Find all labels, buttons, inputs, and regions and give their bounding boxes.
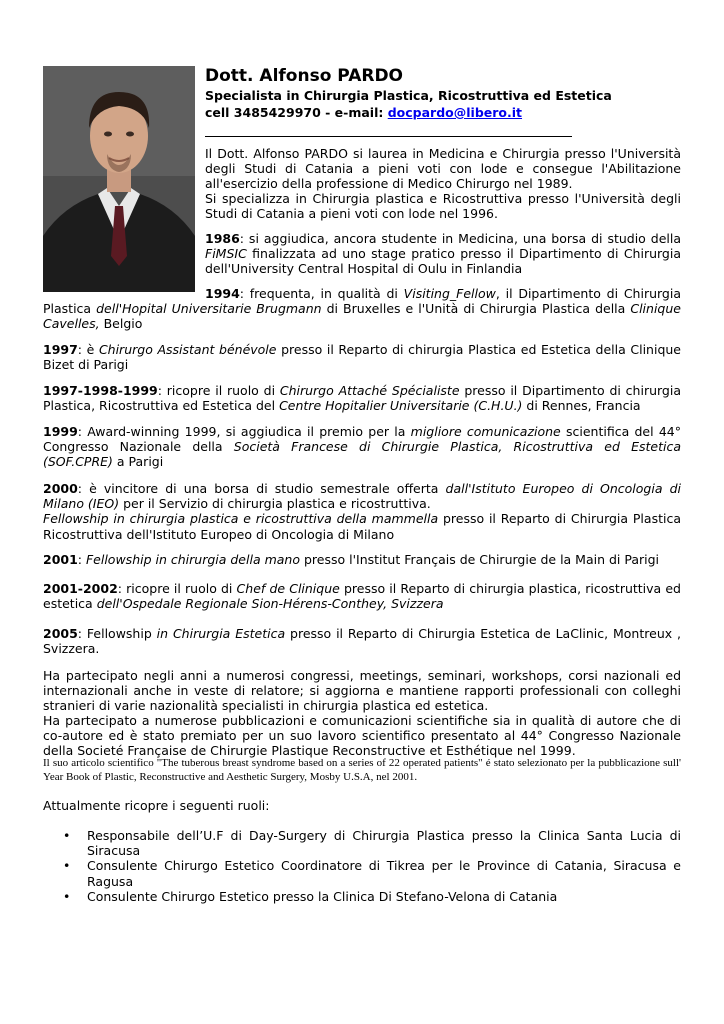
- entry-italic: Società Francese di Chirurgie Plastica, Ricostruttiva ed Estetica (SOF.CPRE): [43, 439, 681, 470]
- summary-congresses: Ha partecipato negli anni a numerosi congressi, meetings, seminari, workshops, corsi nazionali ed internazionali anche in veste di relatore; si aggiorna e mantiene rapporti professionali con colleghi stranieri di varie nazionalità specialisti in chirurgia plastica ed estetica.: [43, 668, 681, 714]
- entry-year: 1997: [43, 342, 78, 357]
- entry-italic: FiMSIC: [205, 246, 247, 262]
- entry-italic: Centre Hopitalier Universitarie (C.H.U.): [279, 398, 523, 414]
- bullet-icon: •: [63, 858, 71, 874]
- entry-year: 1997-1998-1999: [43, 383, 158, 398]
- entry-text: presso l'Institut Français de Chirurgie de la Main di Parigi: [300, 552, 660, 567]
- entry-2001: [43, 552, 681, 567]
- entry-text: scientifica del 44° Congresso Nazionale della: [43, 424, 681, 455]
- entry-italic: dell'Hopital Universitarie Brugmann: [96, 301, 322, 317]
- entry-text: di Bruxelles e l'Unità di Chirurgia Plastica della: [321, 301, 631, 317]
- intro-degree: Il Dott. Alfonso PARDO si laurea in Medicina e Chirurgia presso l'Università degli Studi di Catania a pieni voti con lode e consegue l'Abilitazione all'esercizio della professione di Medico Chirurgo nel 1989.: [205, 146, 681, 192]
- entry-text: a Parigi: [112, 454, 164, 470]
- list-item: [63, 888, 681, 904]
- entry-1994: [43, 286, 681, 332]
- entry-text: presso il Reparto di Chirurgia Estetica de LaClinic, Montreux , Svizzera.: [43, 626, 681, 657]
- entry-year: 2005: [43, 626, 78, 641]
- entry-text: : Award-winning 1999, si aggiudica il premio per la: [77, 424, 411, 439]
- entry-2000: [43, 481, 681, 542]
- entry-text: : ricopre il ruolo di: [117, 581, 237, 596]
- summary-publications: Ha partecipato a numerose pubblicazioni e comunicazioni scientifiche sia in qualità di autore che di co-autore ed è stato premiato per un suo lavoro scientifico presentato al 44° Congresso Nazionale della Societé Française de Chirurgie Plastique Reconstructive et Esthétique nel 1999.: [43, 713, 681, 759]
- list-item: [63, 828, 681, 859]
- list-item: [63, 858, 681, 889]
- entry-text: per il Servizio di chirurgia plastica e ricostruttiva.: [119, 496, 431, 512]
- entry-italic: in Chirurgia Estetica: [156, 626, 286, 641]
- entry-text: : si aggiudica, ancora studente in Medicina, una borsa di studio della: [239, 231, 681, 246]
- entry-1999: [43, 424, 681, 470]
- entry-text: presso il Reparto di Chirurgia Plastica Ricostruttiva dell'Istituto Europeo di Oncologia di Milano: [43, 511, 681, 542]
- specialty-line: Specialista in Chirurgia Plastica, Ricostruttiva ed Estetica: [205, 88, 612, 103]
- role-text: Responsabile dell’U.F di Day-Surgery di Chirurgia Plastica presso la Clinica Santa Lucia di Siracusa: [87, 828, 681, 859]
- entry-italic: Visiting_Fellow: [403, 286, 496, 301]
- portrait-photo: [43, 66, 195, 292]
- entry-text: presso il Reparto di chirurgia plastica, ricostruttiva ed estetica: [43, 581, 681, 612]
- bullet-icon: •: [63, 888, 71, 904]
- entry-italic: dell'Ospedale Regionale Sion-Hérens-Conthey, Svizzera: [96, 596, 444, 612]
- entry-italic: Chirurgo Assistant bénévole: [98, 342, 277, 357]
- bullet-icon: •: [63, 828, 71, 843]
- entry-year: 1999: [43, 424, 78, 439]
- summary-article-note: Il suo articolo scientifico "The tuberous breast syndrome based on a series of 22 operated patients" é stato selezionato per la pubblicazione sull' Year Book of Plastic, Reconstructive and Aesthetic Surgery, Mosby U.S.A, nel 2001.: [43, 757, 681, 783]
- entry-italic: dall'Istituto Europeo di Oncologia di Milano (IEO): [43, 481, 681, 512]
- contact-line: [205, 104, 681, 121]
- email-link[interactable]: docpardo@libero.it: [387, 105, 523, 120]
- entry-italic: Chirurgo Attaché Spécialiste: [279, 383, 460, 398]
- entry-year: 2001-2002: [43, 581, 118, 596]
- doctor-name: Dott. Alfonso PARDO: [205, 66, 404, 86]
- entry-text: Belgio: [99, 316, 143, 332]
- header-divider: [205, 136, 572, 137]
- entry-1986: [205, 231, 681, 277]
- entry-text: presso il Reparto di chirurgia Plastica ed Estetica della Clinique Bizet di Parigi: [43, 342, 681, 373]
- entry-2005: [43, 626, 681, 656]
- entry-year: 1986: [205, 231, 240, 246]
- contact-phone: cell 3485429970 - e-mail:: [205, 105, 388, 120]
- entry-year: 2000: [43, 481, 78, 496]
- entry-text: : è: [77, 342, 99, 357]
- roles-list: [43, 828, 681, 904]
- intro-specialization: Si specializza in Chirurgia plastica e Ricostruttiva presso l'Università degli Studi di Catania a pieni voti con lode nel 1996.: [205, 191, 681, 222]
- entry-text: : è vincitore di una borsa di studio semestrale offerta: [77, 481, 446, 496]
- entry-italic: Clinique Cavelles,: [43, 301, 681, 332]
- entry-text: :: [77, 552, 86, 567]
- entry-italic: Fellowship in chirurgia plastica e ricostruttiva della mammella: [43, 511, 439, 527]
- entry-text: : Fellowship: [77, 626, 157, 641]
- role-text: Consulente Chirurgo Estetico presso la Clinica Di Stefano-Velona di Catania: [87, 888, 558, 904]
- entry-2001-2002: [43, 581, 681, 611]
- entry-year: 2001: [43, 552, 78, 567]
- entry-italic: migliore comunicazione: [410, 424, 561, 439]
- entry-text: di Rennes, Francia: [522, 398, 641, 414]
- role-text: Consulente Chirurgo Estetico Coordinatore di Tikrea per le Province di Catania, Siracusa e Ragusa: [87, 858, 681, 889]
- entry-1997: [43, 342, 681, 372]
- entry-year: 1994: [205, 286, 240, 301]
- entry-text: : frequenta, in qualità di: [239, 286, 404, 301]
- entry-italic: Fellowship in chirurgia della mano: [85, 552, 300, 567]
- entry-text: , il Dipartimento di Chirurgia Plastica: [43, 286, 681, 317]
- header-block: [205, 66, 681, 137]
- entry-text: finalizzata ad uno stage pratico presso il Dipartimento di Chirurgia dell'University Central Hospital di Oulu in Finlandia: [205, 246, 681, 277]
- entry-text: : ricopre il ruolo di: [157, 383, 280, 398]
- entry-text: presso il Dipartimento di chirurgia Plastica, Ricostruttiva ed Estetica del: [43, 383, 681, 414]
- roles-heading: Attualmente ricopre i seguenti ruoli:: [43, 798, 270, 813]
- entry-1997-1999: [43, 383, 681, 413]
- entry-italic: Chef de Clinique: [236, 581, 340, 596]
